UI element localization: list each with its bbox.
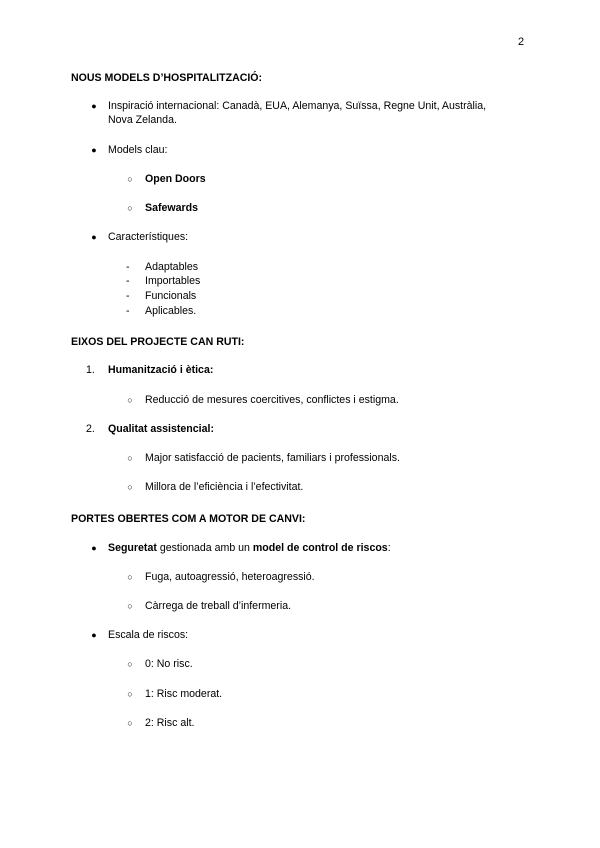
text-fragment: : [387,542,391,554]
keyword-security: Seguretat [108,542,157,554]
list-item-text: Qualitat assistencial: [108,423,214,435]
list-number: 2. [86,423,95,435]
list-item-text: Humanització i ètica: [108,364,214,376]
circle-bullet-icon: ○ [127,689,133,699]
section-heading-open-doors: PORTES OBERTES COM A MOTOR DE CANVI: [71,513,306,525]
bullet-icon: ● [91,543,97,553]
circle-bullet-icon: ○ [127,453,133,463]
dash-bullet-icon: - [126,290,130,302]
list-number: 1. [86,364,95,376]
list-item-text: Models clau: [108,144,168,156]
sublist-item-text: 2: Risc alt. [145,717,195,729]
sublist-item-text: Millora de l’eficiència i l’efectivitat. [145,481,304,493]
bullet-icon: ● [91,232,97,242]
list-item-text [108,542,391,555]
sublist-item-text: Open Doors [145,173,206,185]
section-heading-project-axes: EIXOS DEL PROJECTE CAN RUTI: [71,336,245,348]
sublist-item-text: Major satisfacció de pacients, familiars i professionals. [145,452,400,464]
bullet-icon: ● [91,101,97,111]
list-item-text: Característiques: [108,231,189,243]
section-heading-new-models: NOUS MODELS D’HOSPITALITZACIÓ: [71,72,263,84]
circle-bullet-icon: ○ [127,174,133,184]
sublist-item-text: Importables [145,275,201,287]
sublist-item-text: Adaptables [145,261,199,273]
sublist-item-text: Càrrega de treball d’infermeria. [145,600,292,612]
list-item-text-continued: Nova Zelanda. [108,114,177,126]
page-number: 2 [518,36,525,48]
circle-bullet-icon: ○ [127,395,133,405]
sublist-item-text: Safewards [145,202,198,214]
circle-bullet-icon: ○ [127,572,133,582]
list-item-text: Escala de riscos: [108,629,189,641]
keyword-risk-model: model de control de riscos [252,542,388,554]
sublist-item-text: 1: Risc moderat. [145,688,223,700]
sublist-item-text: 0: No risc. [145,658,193,670]
dash-bullet-icon: - [126,305,130,317]
sublist-item-text: Fuga, autoagressió, heteroagressió. [145,571,315,583]
dash-bullet-icon: - [126,275,130,287]
bullet-icon: ● [91,630,97,640]
circle-bullet-icon: ○ [127,718,133,728]
dash-bullet-icon: - [126,261,130,273]
sublist-item-text: Reducció de mesures coercitives, conflictes i estigma. [145,394,399,406]
circle-bullet-icon: ○ [127,659,133,669]
text-fragment: gestionada amb un [156,542,253,554]
circle-bullet-icon: ○ [127,203,133,213]
list-item-text: Inspiració internacional: Canadà, EUA, Alemanya, Suïssa, Regne Unit, Austràlia, [108,100,487,112]
bullet-icon: ● [91,145,97,155]
circle-bullet-icon: ○ [127,601,133,611]
circle-bullet-icon: ○ [127,482,133,492]
sublist-item-text: Aplicables. [145,305,197,317]
sublist-item-text: Funcionals [145,290,197,302]
